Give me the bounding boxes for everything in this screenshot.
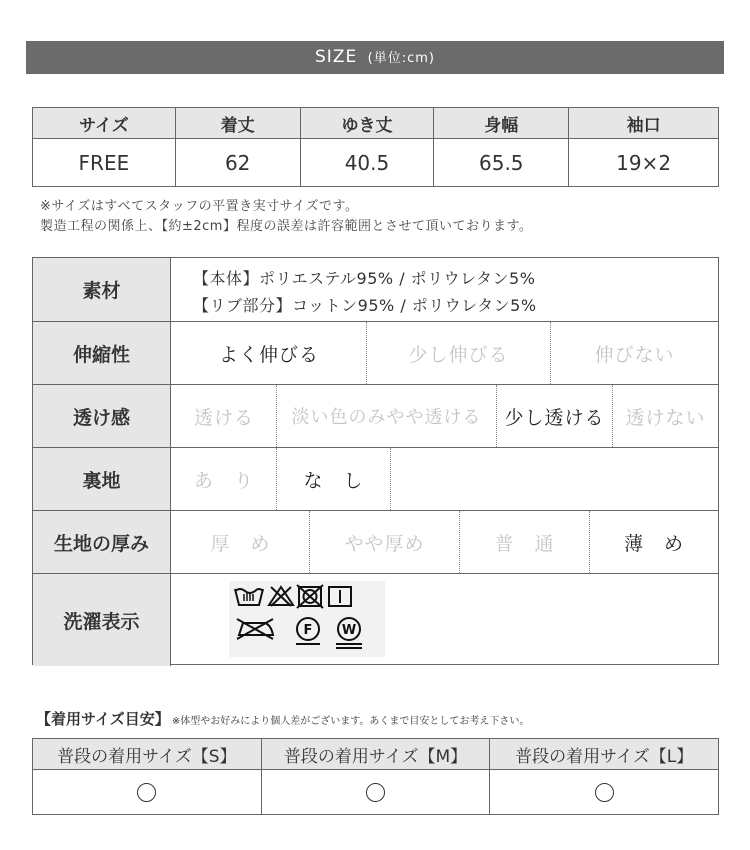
fit-note: ※体型やお好みにより個人差がございます。あくまで目安としてお考え下さい。	[171, 716, 530, 727]
width-value: 65.5	[434, 139, 569, 187]
size-col-cuff: 袖口	[569, 108, 719, 139]
spec-row-sheer	[33, 385, 718, 448]
thickness-option-thin: 薄 め	[623, 532, 684, 555]
size-value: FREE	[33, 139, 176, 187]
dry-clean-letter: F	[303, 623, 313, 638]
size-table-row	[33, 139, 719, 187]
fit-mark-m	[261, 770, 490, 815]
fit-section-title	[36, 708, 529, 729]
size-col-width: 身幅	[434, 108, 569, 139]
hand-wash-icon	[235, 589, 263, 605]
sheer-option-yes: 透ける	[172, 385, 277, 447]
size-col-sleeve: ゆき丈	[300, 108, 434, 139]
care-symbols	[229, 581, 385, 657]
lining-label: 裏地	[33, 448, 171, 510]
spec-row-stretch	[33, 322, 718, 385]
line-dry-icon	[329, 587, 351, 606]
no-iron-icon	[237, 619, 273, 639]
sleeve-value: 40.5	[300, 139, 434, 187]
fit-table-header	[33, 739, 719, 770]
size-col-length: 着丈	[175, 108, 300, 139]
fit-col-s: 普段の着用サイズ【S】	[33, 739, 262, 770]
material-label: 素材	[33, 258, 171, 321]
size-header	[26, 41, 724, 74]
size-title: SIZE	[315, 47, 358, 67]
cuff-value: 19×2	[569, 139, 719, 187]
spec-table	[32, 257, 719, 665]
fit-title: 【着用サイズ目安】	[36, 710, 170, 728]
lining-option-yes: あ り	[172, 448, 277, 510]
thickness-option-slightly-thick: やや厚め	[310, 511, 460, 573]
circle-mark-icon	[366, 783, 385, 802]
length-value: 62	[175, 139, 300, 187]
material-rib: 【リブ部分】コットン95% / ポリウレタン5%	[193, 296, 537, 315]
size-col-size: サイズ	[33, 108, 176, 139]
no-tumble-dry-icon	[297, 585, 323, 608]
thickness-option-thick: 厚 め	[172, 511, 310, 573]
no-bleach-icon	[269, 587, 293, 606]
fit-col-l: 普段の着用サイズ【L】	[490, 739, 719, 770]
stretch-option-high: よく伸びる	[172, 322, 367, 384]
thickness-label: 生地の厚み	[33, 511, 171, 573]
sheer-option-slight: 少し透ける	[497, 385, 613, 447]
sheer-label: 透け感	[33, 385, 171, 447]
fit-col-m: 普段の着用サイズ【M】	[261, 739, 490, 770]
care-label: 洗濯表示	[33, 574, 171, 666]
thickness-option-normal: 普 通	[460, 511, 590, 573]
circle-mark-icon	[595, 783, 614, 802]
spec-row-material	[33, 258, 718, 322]
note-measurement: ※サイズはすべてスタッフの平置き実寸サイズです。	[40, 199, 359, 214]
circle-mark-icon	[137, 783, 156, 802]
size-table	[32, 107, 719, 187]
lining-option-no: な し	[277, 448, 391, 510]
size-unit: (単位:cm)	[367, 51, 435, 66]
stretch-option-some: 少し伸びる	[367, 322, 551, 384]
fit-mark-l	[490, 770, 719, 815]
note-tolerance: 製造工程の関係上、【約±2cm】程度の誤差は許容範囲とさせて頂いております。	[40, 219, 533, 234]
stretch-label: 伸縮性	[33, 322, 171, 384]
spec-row-thickness	[33, 511, 718, 574]
sheer-option-light-colors: 淡い色のみやや透ける	[277, 385, 497, 447]
spec-row-lining	[33, 448, 718, 511]
fit-mark-s	[33, 770, 262, 815]
fit-table	[32, 738, 719, 815]
size-table-header	[33, 108, 719, 139]
sheer-option-none: 透けない	[625, 406, 706, 429]
wet-clean-letter: W	[341, 623, 357, 638]
fit-table-row	[33, 770, 719, 815]
spec-row-care	[33, 574, 718, 666]
material-body: 【本体】ポリエステル95% / ポリウレタン5%	[193, 269, 536, 288]
stretch-option-none: 伸びない	[594, 343, 675, 366]
